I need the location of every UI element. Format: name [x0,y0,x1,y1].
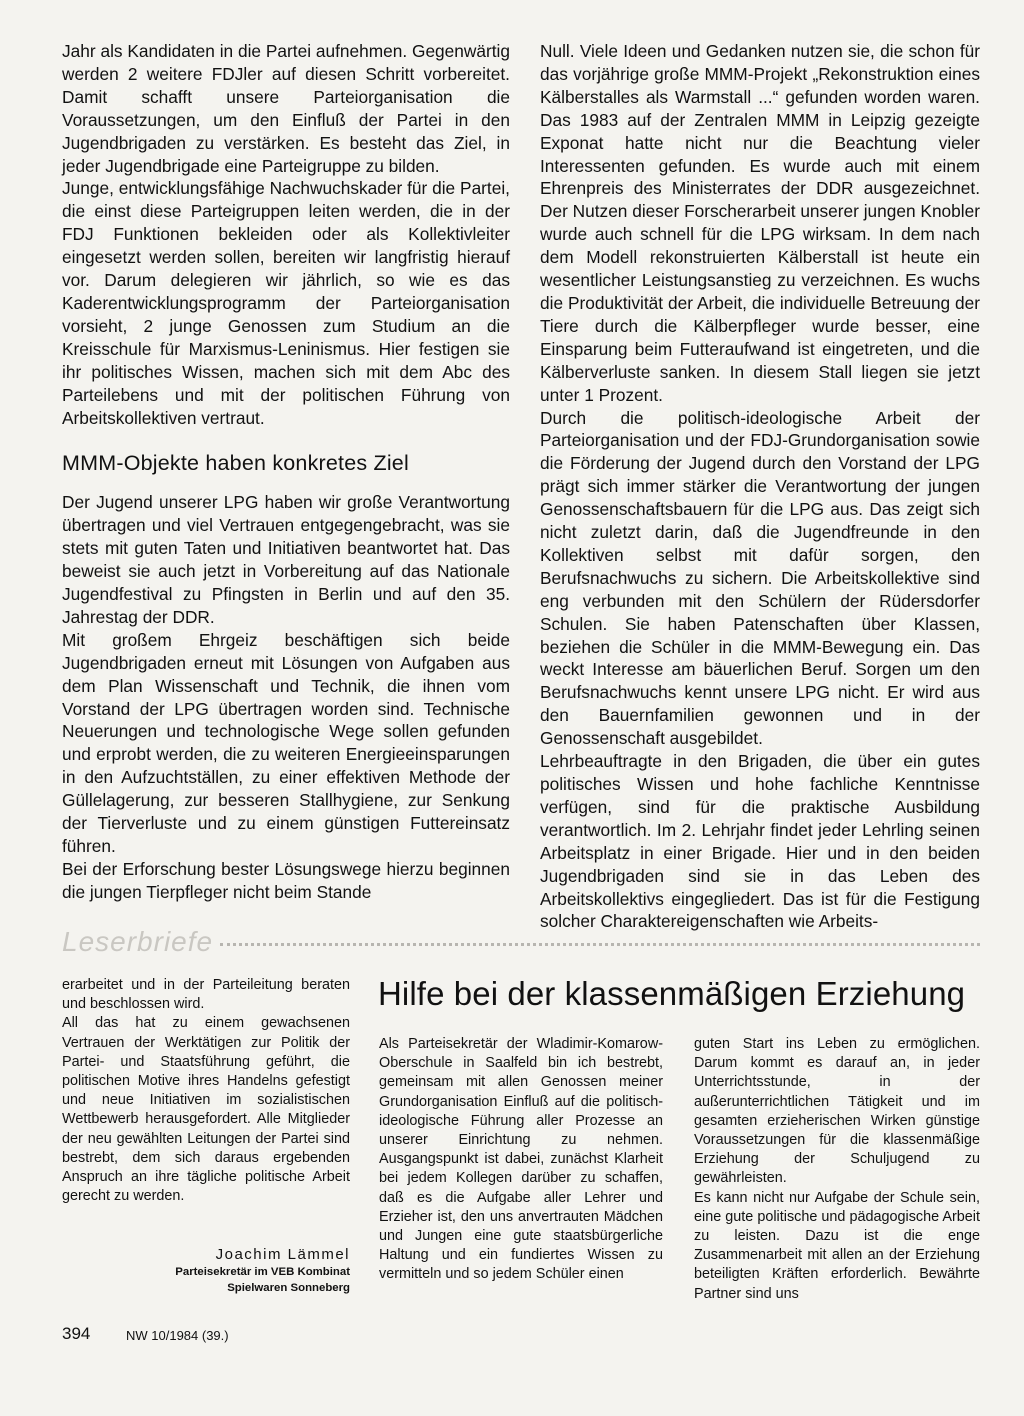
paragraph: Junge, entwicklungsfähige Nachwuchskader für die Partei, die einst diese Parteigruppen leiten werden, die in der FDJ Funktionen bekleiden oder als Kollektivleiter eingesetzt werden sollen, bereiten wir langfristig hierauf vor. Darum delegieren wir jährlich, so wie es das Kaderentwicklungsprogramm der Parteiorganisation vorsieht, 2 junge Genossen zum Studium an die Kreisschule für Marxismus-Leninismus. Hier festigen sie ihr politisches Wissen, machen sich mit dem Abc des Parteilebens und mit der politischen Führung von Arbeitskollektiven vertraut. [62,178,510,428]
letter-column-left [62,976,350,1206]
paragraph: Es kann nicht nur Aufgabe der Schule sein, eine gute politische und pädagogische Arbeit zu leisten. Dazu ist die enge Zusammenarbeit mit allen an der Erziehung beteiligten Kräften erforderlich. Bewährte Partner sind uns [694,1189,980,1302]
article-column-left [62,40,510,904]
paragraph: Der Jugend unserer LPG haben wir große Verantwortung übertragen und viel Vertrauen entgegengebracht, was sie stets mit guten Taten und Initiativen beantwortet hat. Das beweist sie auch jetzt in Vorbereitung auf das Nationale Jugendfestival zu Pfingsten in Berlin und auf den 35. Jahrestag der DDR. [62,492,510,627]
paragraph: Mit großem Ehrgeiz beschäftigen sich beide Jugendbrigaden erneut mit Lösungen von Aufgaben aus dem Plan Wissenschaft und Technik, die ihnen vom Vorstand der LPG übertragen worden sind. Technische Neuerungen und technologische Wege sollen gefunden und erprobt werden, die zu weiteren Energieeinsparungen in den Aufzuchtställen, zu einer effektiven Methode der Güllelagerung, zur besseren Stallhygiene, zur Senkung der Tierverluste und zu einem günstigen Futtereinsatz führen. [62,629,510,856]
paragraph: Als Parteisekretär der Wladimir-Komarow-Oberschule in Saalfeld bin ich bestrebt, gemeinsam mit allen Genossen meiner Grundorganisation Einfluß auf die politisch-ideologische Führung aller Prozesse an unserer Einrichtung zu nehmen. Ausgangspunkt ist dabei, zunächst Klarheit bei jedem Kollegen darüber zu schaffen, daß es die Aufgabe aller Lehrer und Erzieher ist, den uns anvertrauten Mädchen und Jungen eine gute staatsbürgerliche Haltung und ein fundiertes Wissen zu vermitteln und so jedem Schüler einen [379,1036,663,1283]
paragraph: Bei der Erforschung bester Lösungswege hierzu beginnen die jungen Tierpfleger nicht beim Stande [62,858,510,902]
letter-signature [62,1245,350,1296]
letter-column-right [694,1035,980,1304]
letter-headline: Hilfe bei der klassenmäßigen Erziehung [378,975,966,1012]
paragraph: All das hat zu einem gewachsenen Vertrauen der Werktätigen zur Politik der Partei- und Staatsführung geführt, die politischen Motive ihres Handelns gefestigt und neue Initiativen im sozialistischen Wettbewerb herausgefordert. Alle Mitglieder der neu gewählten Leitungen der Partei sind bestrebt, dem sich daraus ergebenden Anspruch an ihre tägliche politische Arbeit gerecht zu werden. [62,1015,350,1205]
author-role: Parteisekretär im VEB Kombinat [175,1266,350,1278]
section-label: Leserbriefe [62,926,214,957]
subheading: MMM-Objekte haben konkretes Ziel [62,451,409,476]
paragraph: erarbeitet und in der Parteileitung beraten und beschlossen wird. [62,977,350,1013]
paragraph: Null. Viele Ideen und Gedanken nutzen sie, die schon für das vorjährige große MMM-Projekt „Rekonstruktion eines Kälberstalles als Warmstall ...“ gefunden worden waren. Das 1983 auf der Zentralen MMM in Leipzig gezeigte Exponat hatte nicht nur die Beachtung vieler Interessenten gefunden. Es wurde auch mit einem Ehrenpreis des Ministerrates der DDR ausgezeichnet. Der Nutzen dieser Forscherarbeit unserer jungen Knobler wurde auch schnell für die LPG wirksam. In dem nach dem Modell rekonstruierten Kälberstall ist heute ein wesentlicher Leistungsanstieg zu verzeichnen. Es wuchs die Produktivität der Arbeit, die individuelle Betreuung der Tiere durch die Kälberpfleger wurde besser, eine Einsparung beim Futteraufwand ist eingetreten, und die Kälberverluste sanken. In diesem Stall liegen sie jetzt unter 1 Prozent. [540,41,980,405]
paragraph: Lehrbeauftragte in den Brigaden, die über ein gutes politisches Wissen und hohe fachliche Kenntnisse verfügen, sind für die praktische Ausbildung verantwortlich. Im 2. Lehrjahr findet jeder Lehrling seinen Arbeitsplatz in einer Brigade. Hier und in den beiden Jugendbrigaden sind sie in das Leben des Arbeitskollektivs eingegliedert. Das ist für die Festigung solcher Charaktereigenschaften wie Arbeits- [540,751,980,932]
letter-column-middle [379,1035,663,1285]
article-column-right [540,40,980,933]
paragraph: guten Start ins Leben zu ermöglichen. Darum kommt es darauf an, in jeder Unterrichtsstunde, in der außerunterrichtlichen Tätigkeit und im gesamten erzieherischen Wirken günstige Voraussetzungen für die klassenmäßige Erziehung der Schuljugend zu gewährleisten. [694,1036,980,1187]
page-number: 394 [62,1324,91,1343]
section-banner [62,925,980,959]
author-organization: Spielwaren Sonneberg [227,1281,350,1294]
issue-label: NW 10/1984 (39.) [126,1328,229,1343]
banner-divider [220,943,980,946]
paragraph: Durch die politisch-ideologische Arbeit der Parteiorganisation und der FDJ-Grundorganisation sowie die Förderung der Jugend durch den Vorstand der LPG prägt sich immer stärker die Verantwortung der jungen Genossenschaftsbauern für die LPG aus. Das zeigt sich nicht zuletzt darin, daß die Jugendfreunde in den Kollektiven selbst mit dafür sorgen, den Berufsnachwuchs zu sichern. Die Arbeitskollektive sind eng verbunden mit den Schülern der Rüdersdorfer Schulen. Sie haben Patenschaften über Klassen, beziehen die Schüler in die MMM-Bewegung ein. Das weckt Interesse am bäuerlichen Beruf. Sorgen um den Berufsnachwuchs kennt unsere LPG nicht. Er wird aus den Bauernfamilien gewonnen und in der Genossenschaft ausgebildet. [540,407,980,749]
author-name: Joachim Lämmel [215,1246,350,1263]
paragraph: Jahr als Kandidaten in die Partei aufnehmen. Gegenwärtig werden 2 weitere FDJler auf diesen Schritt vorbereitet. Damit schafft unsere Parteiorganisation die Voraussetzungen, um den Einfluß der Partei in den Jugendbrigaden zu verstärken. Es besteht das Ziel, in jeder Jugendbrigade eine Parteigruppe zu bilden. [62,41,510,176]
